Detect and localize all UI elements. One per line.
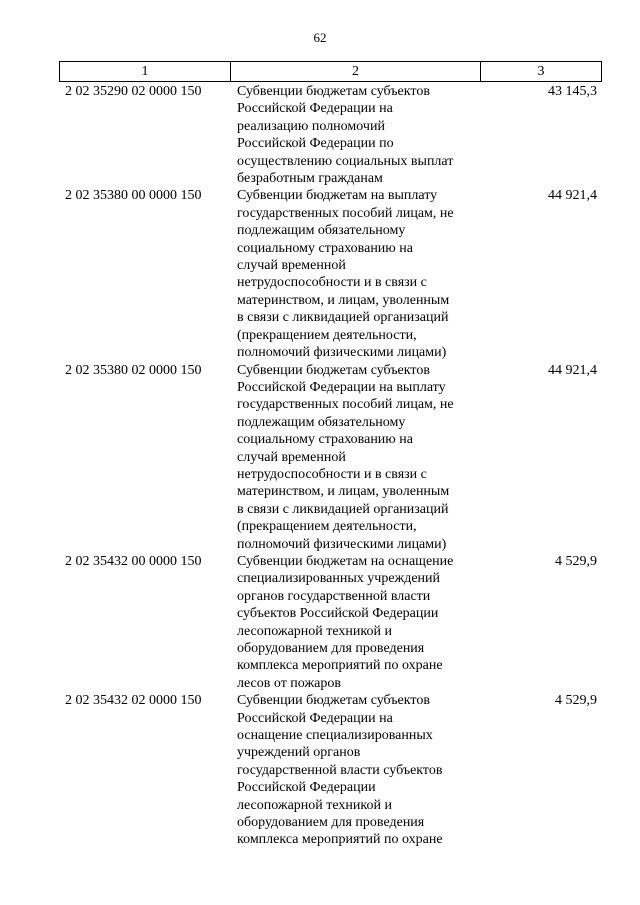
table-row [0, 692, 640, 849]
description-line: Субвенции бюджетам на оснащение [237, 553, 454, 569]
income-description [237, 83, 482, 187]
amount-value: 44 921,4 [548, 188, 597, 204]
description-line: полномочий физическими лицами) [237, 345, 447, 361]
description-line: материнством, и лицам, уволенным [237, 292, 450, 308]
description-line: комплекса мероприятий по охране [237, 658, 443, 674]
description-line: безработным гражданам [237, 171, 383, 187]
header-col-2: 2 [231, 62, 481, 81]
description-line: материнством, и лицам, уволенным [237, 484, 450, 500]
description-line: государственных пособий лицам, не [237, 205, 454, 221]
amount-value: 43 145,3 [548, 84, 597, 99]
description-line: учреждений органов [237, 745, 361, 761]
amount-value: 4 529,9 [555, 553, 597, 569]
description-line: в связи с ликвидацией организаций [237, 501, 449, 517]
budget-code: 2 02 35380 00 0000 150 [65, 188, 202, 204]
description-line: нетрудоспособности и в связи с [237, 466, 427, 482]
description-line: лесов от пожаров [237, 675, 341, 691]
budget-code: 2 02 35380 02 0000 150 [65, 362, 202, 378]
description-line: случай временной [237, 449, 346, 465]
table-row [0, 362, 640, 553]
page-number: 62 [313, 30, 327, 45]
description-line: лесопожарной техникой и [237, 623, 392, 639]
description-line: Субвенции бюджетам субъектов [237, 362, 430, 378]
income-description [237, 692, 482, 849]
table-row [0, 83, 640, 187]
description-line: Российской Федерации по [237, 136, 394, 152]
description-line: реализацию полномочий [237, 118, 385, 134]
description-line: государственных пособий лицам, не [237, 397, 454, 413]
budget-code: 2 02 35432 02 0000 150 [65, 693, 202, 709]
table-row [0, 187, 640, 361]
description-line: подлежащим обязательному [237, 223, 406, 239]
description-line: Российской Федерации на [237, 101, 393, 117]
income-description [237, 362, 482, 553]
description-line: Российской Федерации на выплату [237, 379, 446, 395]
description-line: субъектов Российской Федерации [237, 606, 439, 622]
table-body [0, 83, 640, 849]
budget-code: 2 02 35432 00 0000 150 [65, 553, 202, 569]
income-description [237, 187, 482, 361]
amount-value: 4 529,9 [555, 693, 597, 709]
description-line: (прекращением деятельности, [237, 519, 417, 535]
description-line: Российской Федерации на [237, 710, 393, 726]
description-line: Субвенции бюджетам на выплату [237, 188, 438, 204]
description-line: лесопожарной техникой и [237, 797, 392, 813]
description-line: Субвенции бюджетам субъектов [237, 693, 430, 709]
header-col-3: 3 [537, 64, 545, 79]
description-line: осуществлению социальных выплат [237, 153, 454, 169]
description-line: Российской Федерации [237, 780, 376, 796]
description-line: оборудованием для проведения [237, 641, 425, 656]
description-line: органов государственной власти [237, 588, 431, 604]
description-line: оборудованием для проведения [237, 815, 425, 831]
header-col-1: 1 [60, 62, 231, 81]
description-line: государственной власти субъектов [237, 762, 443, 778]
income-description [237, 553, 482, 692]
description-line: (прекращением деятельности, [237, 327, 417, 343]
description-line: подлежащим обязательному [237, 414, 406, 430]
description-line: оснащение специализированных [237, 728, 433, 744]
description-line: случай временной [237, 258, 346, 274]
description-line: полномочий физическими лицами) [237, 536, 447, 552]
budget-code: 2 02 35290 02 0000 150 [65, 84, 202, 99]
table-row [0, 553, 640, 692]
amount-value: 44 921,4 [548, 362, 597, 378]
description-line: специализированных учреждений [237, 571, 441, 587]
description-line: комплекса мероприятий по охране [237, 832, 443, 848]
table-header [59, 61, 602, 82]
description-line: социальному страхованию на [237, 240, 413, 256]
description-line: в связи с ликвидацией организаций [237, 310, 449, 326]
description-line: Субвенции бюджетам субъектов [237, 84, 430, 99]
description-line: нетрудоспособности и в связи с [237, 275, 427, 291]
description-line: социальному страхованию на [237, 432, 413, 448]
